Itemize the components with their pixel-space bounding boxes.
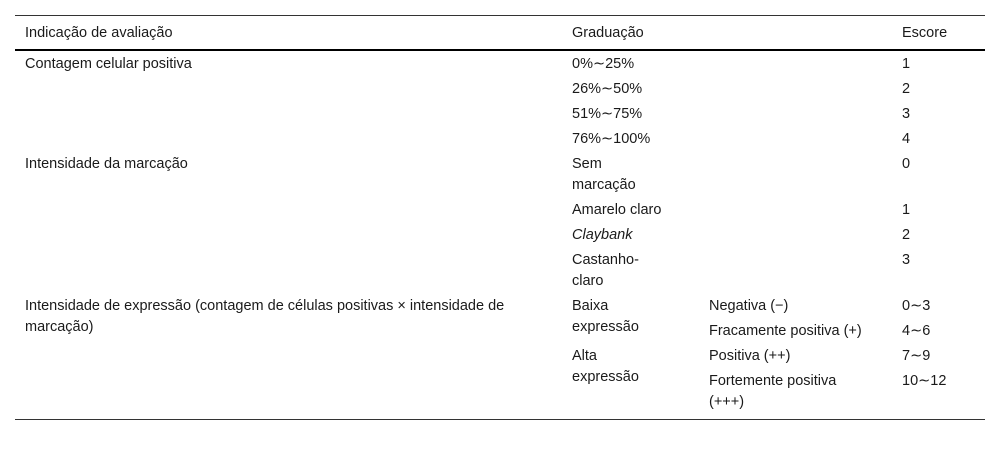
score-cell: 4 <box>902 131 911 147</box>
grade-cell <box>562 198 892 223</box>
indicator-staining-intensity: Intensidade da marcação <box>25 156 188 172</box>
grade-cell <box>699 319 892 344</box>
table-header <box>15 16 985 51</box>
grade-cell: 26%∼50% <box>572 81 643 97</box>
table-row <box>15 50 985 77</box>
table-row <box>15 294 985 319</box>
grade-cell <box>562 223 892 248</box>
header-indicator: Indicação de avaliação <box>25 25 173 41</box>
score-cell: 3 <box>902 252 911 268</box>
grade-text: Negativa (−) <box>709 298 789 314</box>
score-cell: 4∼6 <box>902 323 931 339</box>
table-row <box>15 152 985 198</box>
score-cell: 0∼3 <box>902 298 931 314</box>
score-cell: 1 <box>902 202 911 218</box>
header-score: Escore <box>902 25 948 41</box>
score-cell: 10∼12 <box>902 373 947 389</box>
score-cell: 7∼9 <box>902 348 931 364</box>
grade-cell: 0%∼25% <box>572 56 635 72</box>
score-cell: 2 <box>902 81 911 97</box>
grade-cell: 51%∼75% <box>572 106 643 122</box>
grade-cell: 76%∼100% <box>572 131 651 147</box>
grade-text: Claybank <box>572 227 633 243</box>
grade-text: Sem marcação <box>572 156 636 193</box>
score-cell: 0 <box>902 156 911 172</box>
score-cell: 3 <box>902 106 911 122</box>
grade-text: Positiva (++) <box>709 348 791 364</box>
expression-level-high <box>562 344 699 420</box>
grade-text: Amarelo claro <box>572 202 662 218</box>
header-row <box>15 16 985 51</box>
grade-cell <box>562 152 892 198</box>
scoring-table-container <box>15 15 985 420</box>
indicator-expression-intensity: Intensidade de expressão (contagem de células positivas × intensidade de marcação) <box>25 298 505 335</box>
expression-level-low <box>562 294 699 344</box>
grade-cell <box>562 248 892 294</box>
score-cell: 1 <box>902 56 911 72</box>
header-grading: Graduação <box>572 25 644 41</box>
score-cell: 2 <box>902 227 911 243</box>
grade-text: Castanho-claro <box>572 252 639 289</box>
table-body <box>15 50 985 420</box>
indicator-cell-count: Contagem celular positiva <box>25 56 192 72</box>
scoring-table <box>15 15 985 420</box>
grade-text: Fortemente positiva (+++) <box>709 373 837 410</box>
grade-cell <box>699 294 892 319</box>
grade-text: Fracamente positiva (+) <box>709 323 862 339</box>
grade-cell <box>699 369 892 420</box>
expression-level-text: Alta expressão <box>572 348 639 385</box>
expression-level-text: Baixa expressão <box>572 298 639 335</box>
grade-cell <box>699 344 892 369</box>
